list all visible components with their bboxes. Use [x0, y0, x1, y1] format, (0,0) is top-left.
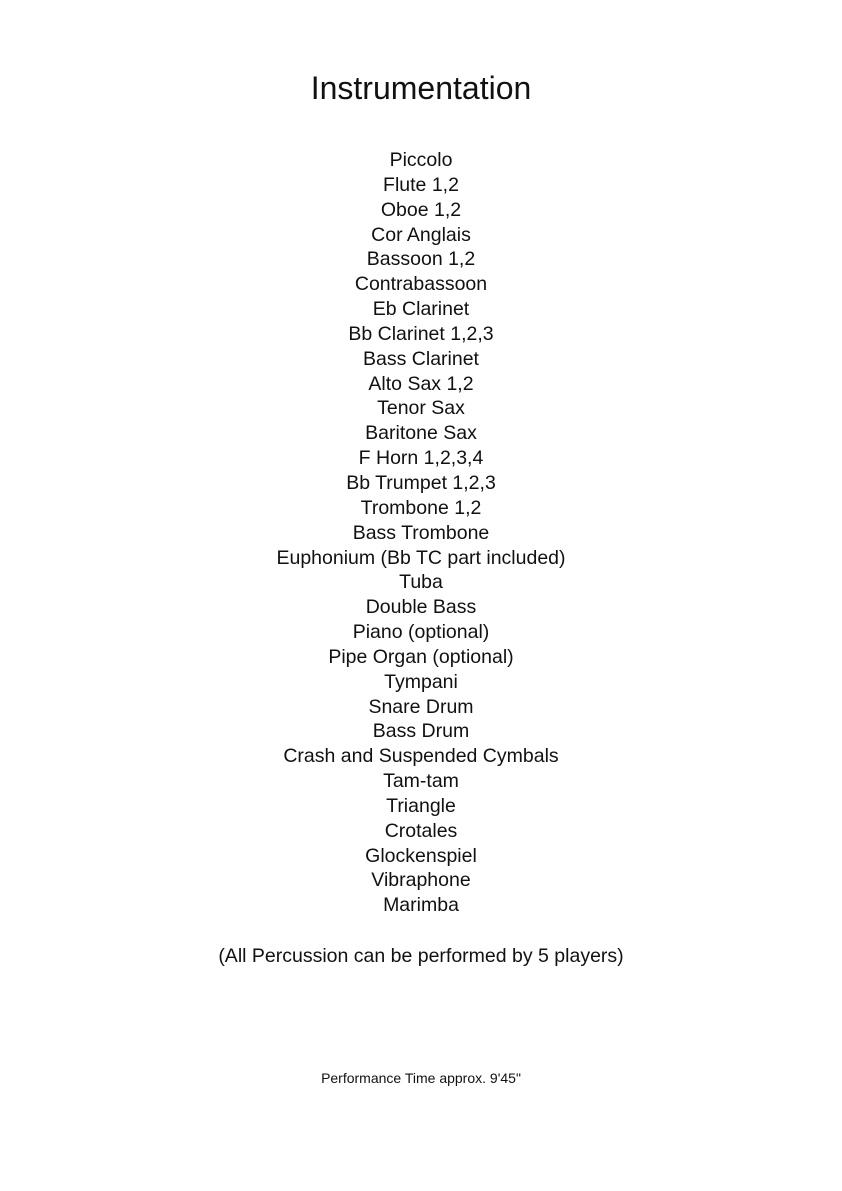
- instrument-item: Baritone Sax: [365, 422, 477, 445]
- instrument-item: Bass Clarinet: [363, 347, 479, 370]
- performance-time: Performance Time approx. 9'45": [321, 1070, 521, 1086]
- instrument-item: Bassoon 1,2: [366, 248, 476, 271]
- instrument-item: Bass Drum: [372, 720, 470, 743]
- instrument-item: Piano (optional): [352, 621, 490, 644]
- instrument-item: Crotales: [384, 819, 458, 842]
- instrument-item: Pipe Organ (optional): [328, 645, 514, 668]
- instrument-item: F Horn 1,2,3,4: [358, 447, 484, 470]
- instrument-item: Piccolo: [389, 149, 453, 171]
- instrument-item: Tam-tam: [383, 770, 459, 793]
- instrument-item: Bass Trombone: [352, 521, 490, 544]
- instrument-item: Crash and Suspended Cymbals: [283, 745, 559, 768]
- instrument-item: Eb Clarinet: [372, 298, 470, 321]
- instrument-item: Alto Sax 1,2: [368, 372, 474, 395]
- page-title: Instrumentation: [310, 70, 532, 106]
- instrument-item: Glockenspiel: [365, 844, 477, 867]
- instrument-item: Snare Drum: [368, 695, 474, 718]
- instrument-list: [0, 148, 842, 918]
- instrument-item: Marimba: [383, 894, 459, 917]
- instrument-item: Double Bass: [365, 596, 477, 619]
- instrument-item: Tenor Sax: [377, 397, 465, 420]
- instrument-item: Tuba: [399, 571, 443, 594]
- instrument-item: Oboe 1,2: [380, 198, 462, 221]
- instrument-item: Cor Anglais: [371, 223, 471, 246]
- instrument-item: Tympani: [384, 670, 458, 693]
- instrument-item: Bb Trumpet 1,2,3: [346, 471, 496, 494]
- instrument-item: Flute 1,2: [383, 173, 459, 196]
- instrument-item: Triangle: [386, 794, 456, 817]
- instrument-item: Bb Clarinet 1,2,3: [348, 322, 494, 345]
- instrument-item: Contrabassoon: [354, 273, 488, 296]
- instrument-item: Trombone 1,2: [360, 496, 482, 519]
- percussion-note: (All Percussion can be performed by 5 players): [218, 945, 624, 967]
- instrument-item: Vibraphone: [371, 869, 471, 892]
- instrument-item: Euphonium (Bb TC part included): [276, 546, 566, 569]
